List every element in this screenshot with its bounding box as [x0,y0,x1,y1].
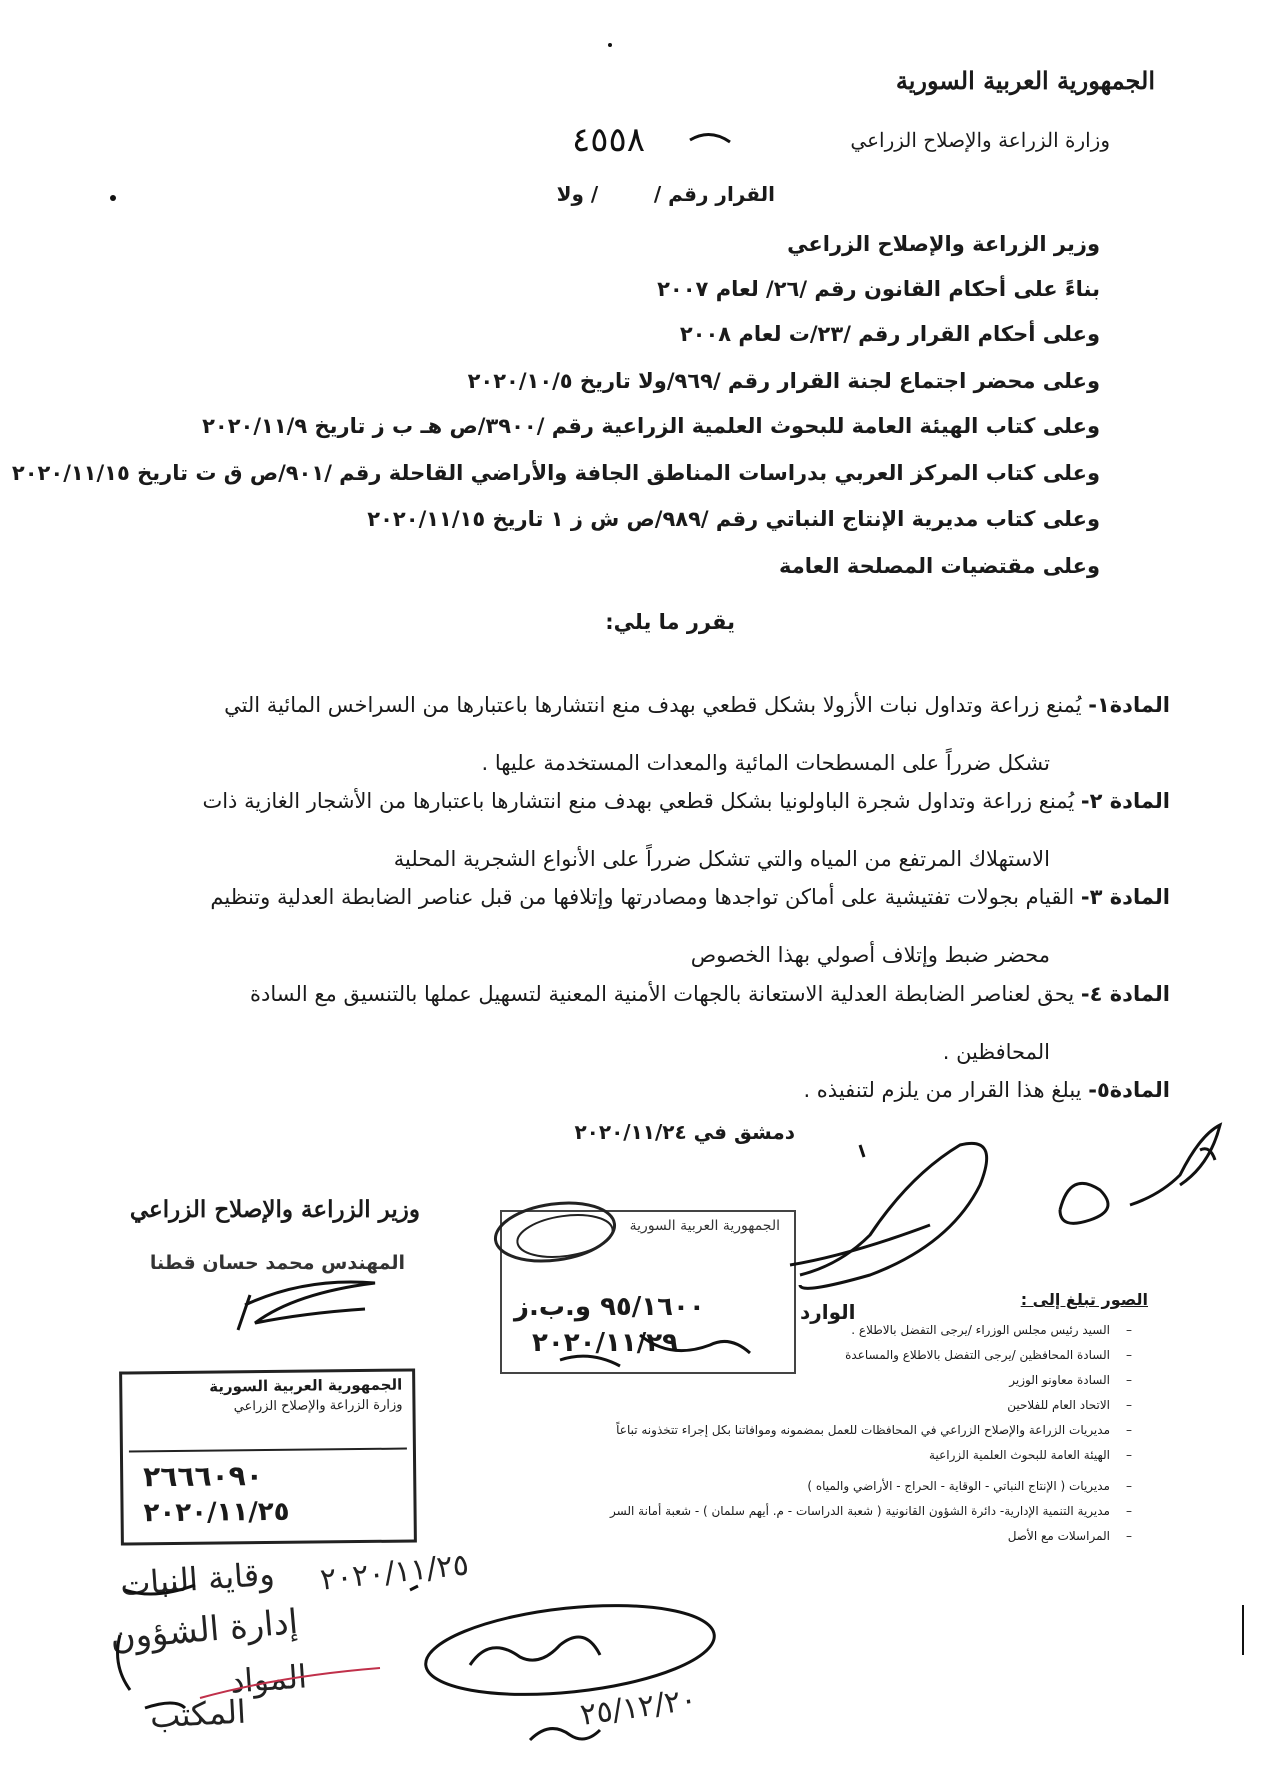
preamble-line: وعلى مقتضيات المصلحة العامة [779,554,1100,578]
article-label: المادة١- [1088,693,1170,717]
decides-heading: يقرر ما يلي: [605,610,735,634]
article-text: يُمنع زراعة وتداول نبات الأزولا بشكل قطعي بهدف منع انتشارها باعتبارها من السراخس المائية التي [224,693,1082,717]
stamp-divider [129,1448,407,1453]
country-name: الجمهورية العربية السورية [895,66,1155,95]
list-item: – مديرية التنمية الإدارية- دائرة الشؤون القانونية ( شعبة الدراسات - م. أيهم سلمان ) - شعبة أمانة السر [610,1504,1132,1518]
stamp-number: ٢٦٦٦٠٩٠ [143,1459,264,1494]
article-continuation: تشكل ضرراً على المسطحات المائية والمعدات المستخدمة عليها . [481,751,1050,775]
stamp-line: وزارة الزراعة والإصلاح الزراعي [233,1397,403,1415]
preamble-line: وعلى محضر اجتماع لجنة القرار رقم /٩٦٩/ولا تاريخ ٢٠٢٠/١٠/٥ [467,369,1100,393]
preamble-line: بناءً على أحكام القانون رقم /٢٦/ لعام ٢٠٠٧ [657,277,1100,301]
stamp-date: ٢٠٢٠/١١/٢٩ [532,1328,678,1358]
stamp-received-word: الوارد [800,1300,856,1324]
handwritten-date: ٢٥/١٢/٢٠ [578,1682,699,1733]
list-item: – السيد رئيس مجلس الوزراء /يرجى التفضل بالاطلاع . [851,1323,1132,1337]
center-stamp [500,1210,796,1374]
article-label: المادة٥- [1088,1078,1170,1102]
signature-initials [1060,1125,1220,1223]
incoming-stamp [119,1368,417,1545]
stamp-date: ٢٠٢٠/١١/٢٥ [143,1496,290,1529]
scan-speck [608,43,612,47]
article-continuation: الاستهلاك المرتفع من المياه والتي تشكل ضرراً على الأنواع الشجرية المحلية [393,847,1050,871]
issuer-line: وزير الزراعة والإصلاح الزراعي [787,232,1100,256]
article-label: المادة ٤- [1080,982,1170,1006]
list-item: – السادة المحافظين /يرجى التفضل بالاطلاع والمساعدة [845,1348,1132,1362]
ministry-name: وزارة الزراعة والإصلاح الزراعي [850,128,1110,152]
handwritten-note: المكتب [149,1692,247,1736]
handwritten-date: ٢٠٢٠/١١/٢٥ [318,1547,471,1598]
handwritten-note: المواد [228,1657,309,1701]
article-5 [110,1061,1170,1119]
article-continuation: المحافظين . [942,1040,1050,1064]
signatory-title: وزير الزراعة والإصلاح الزراعي [129,1196,420,1223]
decision-number-line: القرار رقم / / ولا [556,182,775,206]
minister-signature [238,1282,375,1330]
list-item: – الهيئة العامة للبحوث العلمية الزراعية [929,1448,1132,1462]
stamp-title: الجمهورية العربية السورية [209,1375,403,1396]
stamp-number: ٩٥/١٦٠٠ و.ب.ز [514,1292,705,1322]
list-item: – المراسلات مع الأصل [1007,1529,1132,1543]
article-text: القيام بجولات تفتيشية على أماكن تواجدها ومصادرتها وإتلافها من قبل عناصر الضابطة العدلية وتنظيم [210,885,1075,909]
article-continuation: محضر ضبط وإتلاف أصولي بهذا الخصوص [690,943,1050,967]
article-text: يُمنع زراعة وتداول شجرة الباولونيا بشكل قطعي بهدف منع انتشارها باعتبارها من الأشجار الغازية ذات [202,789,1075,813]
preamble-line: وعلى أحكام القرار رقم /٢٣/ت لعام ٢٠٠٨ [679,322,1100,346]
signatory-name: المهندس محمد حسان قطنا [149,1252,405,1274]
handwritten-note: إدارة الشؤون [108,1601,300,1659]
list-item: – الاتحاد العام للفلاحين [1007,1398,1132,1412]
stamp-title: الجمهورية العربية السورية [629,1218,780,1234]
preamble-line: وعلى كتاب مديرية الإنتاج النباتي رقم /٩٨٩/ص ش ز ١ تاريخ ٢٠٢٠/١١/١٥ [367,507,1100,531]
list-item: – مديريات ( الإنتاج النباتي - الوقاية - الحراج - الأراضي والمياه ) [807,1479,1132,1493]
preamble-line: وعلى كتاب الهيئة العامة للبحوث العلمية الزراعية رقم /٣٩٠٠/ص هـ ب ز تاريخ ٢٠٢٠/١١/٩ [202,414,1100,438]
handwritten-note: وقاية النبات [118,1554,276,1604]
dateline: دمشق في ٢٠٢٠/١١/٢٤ [574,1120,795,1144]
list-item: – مديريات الزراعة والإصلاح الزراعي في المحافظات للعمل بمضمونه وموافاتنا بكل إجراء تتخذونه تباعاً [616,1423,1132,1437]
copies-heading: الصور تبلغ إلى : [1020,1290,1148,1309]
scan-speck [110,195,116,201]
article-label: المادة ٢- [1080,789,1170,813]
list-item: – السادة معاونو الوزير [1009,1373,1132,1387]
article-label: المادة ٣- [1080,885,1170,909]
decision-number-handwritten: ٤٥٥٨ [572,120,646,160]
article-text: يبلغ هذا القرار من يلزم لتنفيذه . [803,1078,1082,1102]
handwriting-stroke [690,134,730,142]
article-text: يحق لعناصر الضابطة العدلية الاستعانة بالجهات الأمنية المعنية لتسهيل عملها بالتنسيق مع السادة [249,982,1075,1006]
signature-large [790,1143,987,1288]
preamble-line: وعلى كتاب المركز العربي بدراسات المناطق الجافة والأراضي القاحلة رقم /٩٠١/ص ق ت تاريخ ٢٠٢٠/١١/١٥ [11,461,1100,485]
